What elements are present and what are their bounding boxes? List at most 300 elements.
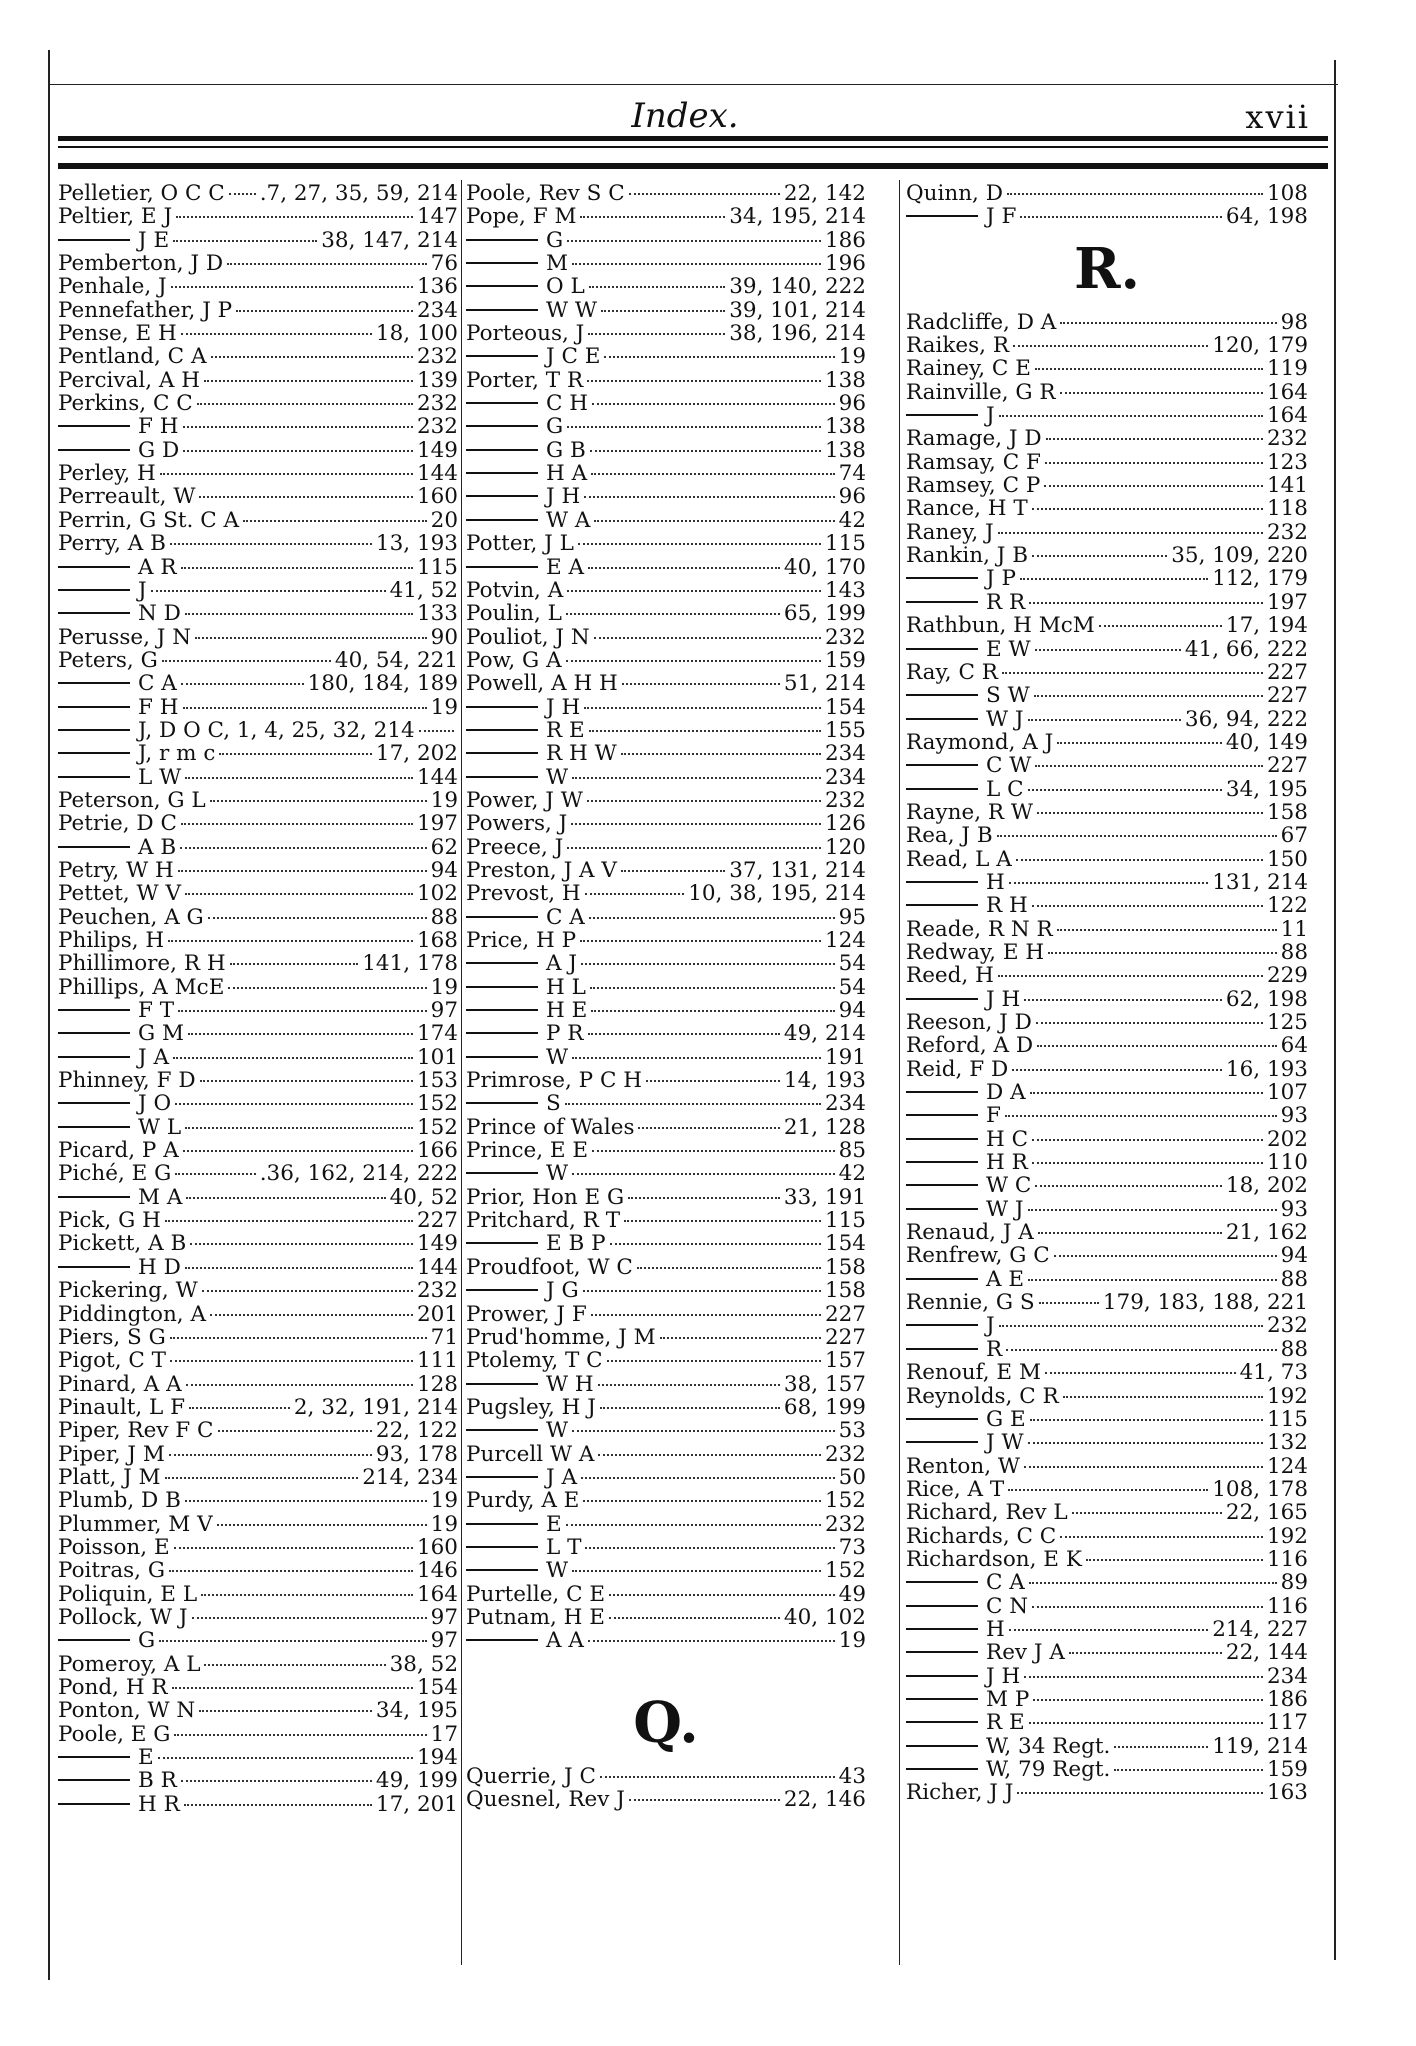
ditto-dash — [906, 1721, 978, 1723]
index-entry — [58, 1699, 458, 1722]
ditto-dash — [906, 1091, 978, 1093]
leader-dots — [1039, 1302, 1099, 1304]
entry-name: A A — [546, 1629, 584, 1653]
index-entry — [466, 1162, 866, 1185]
entry-pages: 227 — [416, 1209, 458, 1233]
entry-name: W — [546, 765, 569, 789]
entry-pages: 22, 144 — [1225, 1641, 1308, 1665]
leader-dots — [999, 415, 1263, 417]
entry-pages: 64 — [1280, 1034, 1308, 1058]
entry-pages: 227 — [1266, 754, 1308, 778]
leader-dots — [1029, 1582, 1277, 1584]
leader-dots — [591, 1010, 834, 1012]
leader-dots — [1028, 1442, 1263, 1444]
entry-pages: 85 — [838, 1139, 866, 1163]
index-entry — [906, 1151, 1308, 1174]
leader-dots — [572, 1430, 835, 1432]
entry-pages: 152 — [416, 1092, 458, 1116]
entry-name: Powers, J — [466, 812, 568, 836]
entry-name: R R — [986, 590, 1026, 615]
leader-dots — [1044, 485, 1263, 487]
entry-pages: 174 — [416, 1022, 458, 1046]
index-entry — [58, 1443, 458, 1466]
ditto-dash — [466, 1476, 538, 1478]
leader-dots — [1028, 1209, 1277, 1211]
index-entry — [58, 1326, 458, 1349]
ditto-dash — [906, 1698, 978, 1700]
entry-name: W A — [546, 508, 591, 533]
entry-name: Peters, G — [58, 648, 158, 673]
index-entry — [906, 205, 1308, 228]
entry-pages: 158 — [824, 1255, 866, 1280]
index-entry — [906, 1735, 1308, 1758]
leader-dots — [572, 777, 821, 779]
entry-name: Reford, A D — [906, 1034, 1034, 1058]
ditto-dash — [466, 1523, 538, 1525]
leader-dots — [583, 1500, 821, 1502]
entry-pages: 191 — [824, 1045, 866, 1070]
leader-dots — [162, 660, 331, 662]
leader-dots — [1057, 929, 1277, 931]
entry-pages: 164 — [416, 1582, 458, 1606]
page-title: Index. — [631, 96, 739, 136]
leader-dots — [1033, 1699, 1263, 1701]
entry-name: Rice, A T — [906, 1477, 1005, 1502]
entry-name: Purcell W A — [466, 1442, 595, 1466]
entry-pages: 149 — [416, 438, 458, 463]
leader-dots — [590, 450, 821, 452]
entry-pages: 180, 184, 189 — [307, 672, 458, 696]
index-entry — [466, 1466, 866, 1489]
index-entry — [466, 532, 866, 555]
entry-pages: 108 — [1266, 182, 1308, 206]
leader-dots — [1032, 555, 1167, 557]
leader-dots — [211, 356, 413, 358]
index-entry — [466, 1069, 866, 1092]
index-entry — [906, 1688, 1308, 1711]
entry-name: Petry, W H — [58, 858, 174, 883]
index-entry — [58, 345, 458, 368]
entry-pages: 144 — [416, 765, 458, 789]
entry-name: W J — [986, 707, 1024, 731]
index-entry — [906, 1058, 1308, 1081]
index-entry — [58, 229, 458, 252]
leader-dots — [181, 683, 304, 685]
index-entry — [906, 1174, 1308, 1197]
entry-name: Prince of Wales — [466, 1115, 635, 1140]
entry-pages: 139 — [416, 368, 458, 393]
ditto-dash — [466, 1032, 538, 1034]
entry-name: Rayne, R W — [906, 800, 1034, 825]
index-entry — [906, 708, 1308, 731]
ditto-dash — [466, 986, 538, 988]
index-entry — [466, 1536, 866, 1559]
entry-pages: 115 — [824, 532, 866, 556]
index-entry — [906, 357, 1308, 380]
entry-name: C W — [986, 754, 1032, 778]
leader-dots — [1006, 1349, 1276, 1351]
ditto-dash — [58, 1779, 130, 1781]
leader-dots — [590, 987, 835, 989]
entry-name: Purtelle, C E — [466, 1582, 606, 1606]
leader-dots — [580, 216, 725, 218]
entry-name: Phinney, F D — [58, 1069, 196, 1093]
index-entry — [906, 1198, 1308, 1221]
index-entry — [466, 766, 866, 789]
entry-pages: 98 — [1280, 310, 1308, 335]
entry-name: Renfrew, G C — [906, 1244, 1050, 1268]
entry-name: Ramsay, C F — [906, 450, 1041, 475]
index-entry — [906, 182, 1308, 205]
entry-name: J — [986, 1314, 995, 1338]
leader-dots — [1024, 999, 1222, 1001]
index-entry — [466, 789, 866, 812]
entry-name: Prower, J F — [466, 1302, 587, 1326]
entry-name: J H — [986, 987, 1021, 1011]
index-entry — [466, 882, 866, 905]
ditto-dash — [58, 1266, 130, 1268]
entry-name: Ponton, W N — [58, 1699, 196, 1723]
entry-pages: 126 — [824, 812, 866, 836]
index-entry — [466, 1765, 866, 1788]
index-entry — [466, 742, 866, 765]
entry-name: Pettet, W V — [58, 882, 181, 906]
entry-pages: 232 — [416, 415, 458, 439]
entry-name: Raikes, R — [906, 334, 1010, 358]
ditto-dash — [906, 601, 978, 603]
entry-name: H C — [986, 1127, 1029, 1152]
leader-dots — [227, 263, 426, 265]
entry-name: W, 79 Regt. — [986, 1758, 1111, 1782]
entry-name: Prud'homme, J M — [466, 1325, 656, 1350]
entry-pages: 35, 109, 220 — [1171, 544, 1308, 568]
index-entry — [58, 1232, 458, 1255]
ditto-dash — [466, 566, 538, 568]
ditto-dash — [466, 962, 538, 964]
entry-pages: 19 — [430, 695, 458, 719]
ditto-dash — [58, 1102, 130, 1104]
section-heading: R. — [1073, 236, 1141, 303]
index-entry — [906, 871, 1308, 894]
entry-pages: 166 — [416, 1139, 458, 1163]
entry-name: Pentland, C A — [58, 345, 207, 369]
index-entry — [466, 1139, 866, 1162]
entry-pages: 112, 179 — [1212, 567, 1308, 591]
entry-name: Rainey, C E — [906, 357, 1031, 381]
entry-name: Pense, E H — [58, 322, 177, 346]
leader-dots — [189, 1407, 290, 1409]
entry-pages: 197 — [1266, 590, 1308, 615]
index-entry — [466, 859, 866, 882]
entry-name: R H W — [546, 742, 617, 766]
ditto-dash — [466, 355, 538, 357]
entry-name: E — [138, 1746, 154, 1770]
entry-name: G — [546, 415, 564, 439]
leader-dots — [583, 1290, 821, 1292]
leader-dots — [1037, 1045, 1277, 1047]
ditto-dash — [906, 577, 978, 579]
entry-pages: 22, 142 — [783, 182, 866, 206]
entry-name: F — [986, 1104, 1001, 1128]
entry-pages: 186 — [1266, 1687, 1308, 1712]
entry-name: C A — [138, 672, 177, 696]
ditto-dash — [466, 472, 538, 474]
entry-pages: 115 — [416, 555, 458, 579]
index-entry — [466, 485, 866, 508]
index-entry — [906, 1361, 1308, 1384]
entry-pages: 40, 54, 221 — [334, 648, 458, 673]
leader-dots — [1045, 1372, 1236, 1374]
entry-name: G — [546, 228, 564, 253]
entry-name: Perkins, C C — [58, 392, 193, 416]
entry-pages: 54 — [838, 952, 866, 976]
entry-name: Penhale, J — [58, 275, 167, 299]
index-entry — [58, 626, 458, 649]
entry-name: Raymond, A J — [906, 730, 1054, 755]
entry-name: Raney, J — [906, 520, 994, 545]
leader-dots — [185, 1267, 413, 1269]
entry-name: Plumb, D B — [58, 1489, 181, 1513]
index-entry — [906, 1501, 1308, 1524]
entry-pages: 227 — [1266, 660, 1308, 685]
entry-name: J, D O C, 1, 4, 25, 32, 214 — [138, 718, 415, 743]
entry-name: Radcliffe, D A — [906, 310, 1057, 335]
entry-pages: 97 — [430, 1629, 458, 1653]
index-entry — [906, 1081, 1308, 1104]
index-entry — [466, 1303, 866, 1326]
leader-dots — [660, 1337, 821, 1339]
entry-name: Reade, R N R — [906, 917, 1053, 941]
entry-pages: 39, 140, 222 — [729, 275, 866, 299]
entry-pages: 41, 52 — [389, 578, 458, 603]
entry-pages: 96 — [838, 392, 866, 416]
leader-dots — [621, 753, 821, 755]
leader-dots — [1072, 1512, 1222, 1514]
ditto-dash — [58, 1009, 130, 1011]
ditto-dash — [906, 718, 978, 720]
entry-pages: 2, 32, 191, 214 — [293, 1395, 458, 1420]
index-entry — [466, 719, 866, 742]
entry-name: W — [546, 1559, 569, 1583]
index-entry — [906, 614, 1308, 637]
index-entry — [466, 556, 866, 579]
leader-dots — [175, 1103, 413, 1105]
entry-pages: 163 — [1266, 1781, 1308, 1805]
index-entry — [58, 649, 458, 672]
entry-name: Richards, C C — [906, 1524, 1057, 1548]
entry-pages: 14, 193 — [783, 1069, 866, 1093]
spacer — [466, 1653, 866, 1683]
entry-name: J O — [138, 1092, 172, 1116]
leader-dots — [594, 637, 821, 639]
index-entry — [58, 1676, 458, 1699]
entry-pages: 111 — [416, 1349, 458, 1373]
entry-name: Piper, J M — [58, 1442, 165, 1466]
entry-pages: 64, 198 — [1225, 205, 1308, 229]
entry-name: Pelletier, O C C — [58, 182, 225, 206]
entry-name: E — [546, 1512, 562, 1536]
index-entry — [58, 415, 458, 438]
leader-dots — [567, 847, 821, 849]
index-entry — [58, 1209, 458, 1232]
entry-name: W W — [546, 298, 598, 323]
index-entry — [58, 789, 458, 812]
entry-pages: 107 — [1266, 1081, 1308, 1105]
ditto-dash — [466, 1289, 538, 1291]
entry-name: N D — [138, 602, 181, 626]
entry-pages: 89 — [1280, 1571, 1308, 1595]
ditto-dash — [906, 648, 978, 650]
leader-dots — [181, 567, 413, 569]
index-entry — [466, 439, 866, 462]
index-entry — [466, 1022, 866, 1045]
entry-pages: 88 — [1280, 1337, 1308, 1362]
ditto-dash — [906, 1114, 978, 1116]
index-entry — [906, 1641, 1308, 1664]
entry-name: J H — [546, 485, 581, 509]
entry-pages: 54 — [838, 975, 866, 1000]
ditto-dash — [466, 425, 538, 427]
index-entry — [466, 836, 866, 859]
index-column-2 — [466, 182, 866, 1811]
entry-name: Primrose, P C H — [466, 1069, 642, 1093]
entry-pages: 40, 52 — [389, 1185, 458, 1210]
index-entry — [906, 1128, 1308, 1151]
entry-name: J, r m c — [138, 742, 216, 766]
entry-pages: 38, 196, 214 — [729, 322, 866, 346]
ditto-dash — [58, 729, 130, 731]
entry-pages: 152 — [416, 1115, 458, 1140]
index-entry — [466, 649, 866, 672]
entry-pages: 192 — [1266, 1524, 1308, 1548]
entry-pages: 36, 94, 222 — [1184, 707, 1308, 731]
index-entry — [58, 1116, 458, 1139]
index-entry — [58, 485, 458, 508]
entry-name: C H — [546, 392, 589, 416]
entry-pages: 94 — [1280, 1244, 1308, 1268]
entry-name: Prince, E E — [466, 1139, 589, 1163]
index-entry — [466, 1186, 866, 1209]
leader-dots — [1099, 625, 1222, 627]
entry-name: Price, H P — [466, 929, 577, 953]
index-entry — [58, 1022, 458, 1045]
entry-name: L W — [138, 765, 182, 789]
leader-dots — [178, 870, 427, 872]
ditto-dash — [906, 1605, 978, 1607]
ditto-dash — [58, 566, 130, 568]
leader-dots — [185, 893, 413, 895]
entry-pages: 115 — [1266, 1407, 1308, 1432]
entry-name: Redway, E H — [906, 940, 1045, 965]
index-entry — [58, 1396, 458, 1419]
entry-name: Phillimore, R H — [58, 952, 226, 976]
entry-pages: 33, 191 — [783, 1185, 866, 1210]
frame-right-line — [1334, 60, 1336, 1960]
leader-dots — [578, 543, 821, 545]
entry-name: F T — [138, 999, 175, 1023]
entry-pages: 22, 146 — [783, 1788, 866, 1812]
index-entry — [906, 404, 1308, 427]
leader-dots — [186, 1384, 413, 1386]
ditto-dash — [466, 239, 538, 241]
index-entry — [906, 754, 1308, 777]
ditto-dash — [58, 589, 130, 591]
leader-dots — [197, 403, 413, 405]
leader-dots — [999, 1325, 1263, 1327]
entry-pages: 96 — [838, 485, 866, 509]
entry-pages: 18, 100 — [375, 322, 458, 346]
index-entry — [58, 906, 458, 929]
leader-dots — [174, 1734, 426, 1736]
entry-pages: 21, 162 — [1225, 1221, 1308, 1245]
leader-dots — [629, 1799, 780, 1801]
entry-name: Poitras, G — [58, 1559, 166, 1583]
entry-pages: 71 — [430, 1325, 458, 1350]
ditto-dash — [906, 1441, 978, 1443]
leader-dots — [181, 1780, 372, 1782]
leader-dots — [174, 1547, 413, 1549]
leader-dots — [1046, 438, 1263, 440]
entry-pages: 93 — [1280, 1197, 1308, 1222]
index-entry — [466, 415, 866, 438]
leader-dots — [1086, 1559, 1263, 1561]
ditto-dash — [906, 904, 978, 906]
entry-name: H — [986, 1617, 1005, 1642]
entry-pages: 138 — [824, 415, 866, 439]
leader-dots — [600, 1407, 780, 1409]
index-entry — [906, 1595, 1308, 1618]
leader-dots — [208, 917, 427, 919]
index-entry — [906, 1525, 1308, 1548]
index-entry — [906, 801, 1308, 824]
leader-dots — [230, 963, 359, 965]
leader-dots — [1024, 1676, 1263, 1678]
entry-pages: 232 — [416, 345, 458, 369]
entry-name: S — [546, 1092, 561, 1116]
index-entry — [58, 1046, 458, 1069]
index-entry — [466, 929, 866, 952]
leader-dots — [185, 613, 413, 615]
leader-dots — [1060, 392, 1263, 394]
page-number: xvii — [1245, 98, 1310, 136]
leader-dots — [176, 216, 413, 218]
index-entry — [466, 509, 866, 532]
index-column-3 — [906, 182, 1308, 1805]
entry-pages: 232 — [416, 392, 458, 416]
index-entry — [58, 999, 458, 1022]
entry-name: A R — [138, 555, 177, 579]
ditto-dash — [906, 1675, 978, 1677]
entry-name: M P — [986, 1687, 1030, 1712]
entry-name: Reeson, J D — [906, 1011, 1032, 1035]
leader-dots — [585, 893, 685, 895]
entry-name: Renton, W — [906, 1454, 1020, 1478]
entry-name: G B — [546, 438, 586, 463]
entry-pages: 118 — [1266, 497, 1308, 521]
index-entry — [906, 1758, 1308, 1781]
entry-name: Potter, J L — [466, 532, 574, 556]
leader-dots — [159, 1640, 426, 1642]
entry-name: Perley, H — [58, 462, 156, 486]
entry-pages: 144 — [416, 1255, 458, 1280]
entry-pages: 150 — [1266, 847, 1308, 871]
entry-pages: 95 — [838, 905, 866, 929]
index-entry — [906, 334, 1308, 357]
entry-pages: 38, 157 — [783, 1372, 866, 1396]
entry-name: E A — [546, 555, 585, 579]
leader-dots — [243, 520, 427, 522]
entry-name: Potvin, A — [466, 578, 564, 603]
